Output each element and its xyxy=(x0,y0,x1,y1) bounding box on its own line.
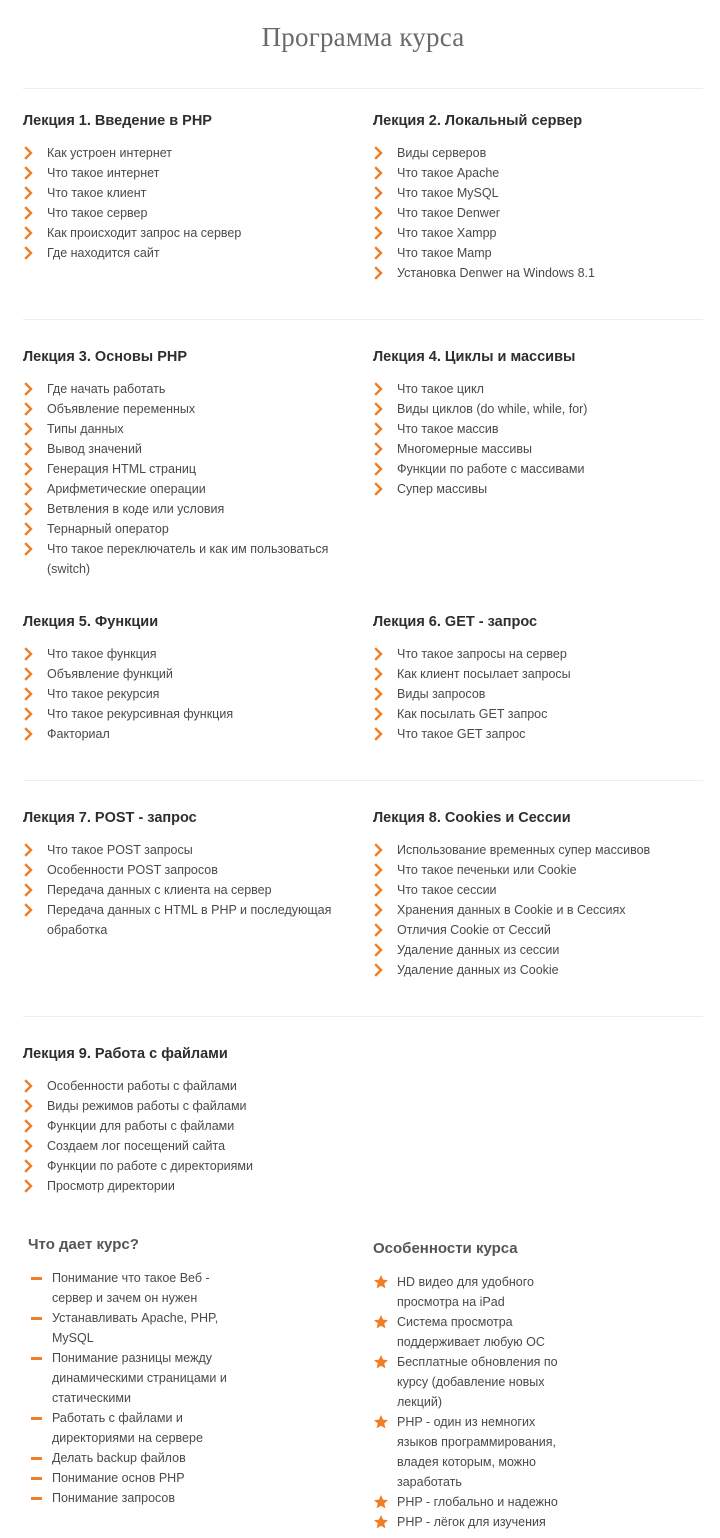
topic-item xyxy=(373,143,693,163)
topic-label: Создаем лог посещений сайта xyxy=(47,1139,226,1153)
chevron-right-icon xyxy=(24,667,34,681)
chevron-right-icon xyxy=(374,482,384,496)
benefit-label: Понимание что такое Веб - сервер и зачем он нужен xyxy=(52,1271,210,1305)
chevron-right-icon xyxy=(24,402,34,416)
topic-item xyxy=(373,439,693,459)
topic-item xyxy=(23,880,343,900)
chevron-right-icon xyxy=(24,687,34,701)
dash-icon xyxy=(31,1357,42,1360)
topic-label: Особенности POST запросов xyxy=(47,863,218,877)
feature-item xyxy=(373,1512,573,1532)
chevron-right-icon xyxy=(24,1119,34,1133)
topic-item xyxy=(23,459,343,479)
topic-item xyxy=(23,1116,343,1136)
lecture-title: Лекция 4. Циклы и массивы xyxy=(373,349,576,365)
chevron-right-icon xyxy=(24,442,34,456)
chevron-right-icon xyxy=(374,943,384,957)
topic-item xyxy=(23,479,343,499)
lecture-9 xyxy=(23,1044,353,1193)
lecture-7 xyxy=(23,808,353,937)
divider xyxy=(23,319,703,320)
topic-label: Тернарный оператор xyxy=(47,522,169,536)
topic-item xyxy=(373,704,693,724)
benefits-list xyxy=(28,1268,228,1508)
lecture-title: Лекция 3. Основы PHP xyxy=(23,349,188,365)
topic-label: Что такое Mamp xyxy=(397,246,492,260)
dash-icon xyxy=(31,1477,42,1480)
topic-label: Удаление данных из сессии xyxy=(397,943,560,957)
benefit-item xyxy=(28,1348,228,1408)
chevron-right-icon xyxy=(24,502,34,516)
chevron-right-icon xyxy=(374,863,384,877)
features-list xyxy=(373,1272,573,1532)
topic-item xyxy=(23,519,343,539)
lecture-6 xyxy=(373,612,703,741)
topic-item xyxy=(23,1076,343,1096)
chevron-right-icon xyxy=(374,647,384,661)
topic-item xyxy=(23,183,343,203)
topic-label: Где находится сайт xyxy=(47,246,160,260)
feature-label: Система просмотра поддерживает любую ОС xyxy=(397,1315,545,1349)
lecture-5 xyxy=(23,612,353,741)
benefit-item xyxy=(28,1468,228,1488)
chevron-right-icon xyxy=(24,883,34,897)
chevron-right-icon xyxy=(24,1099,34,1113)
feature-label: PHP - один из немногих языков программирования, владея которым, можно заработать xyxy=(397,1415,556,1489)
topic-item xyxy=(23,1156,343,1176)
topic-item xyxy=(373,644,693,664)
benefit-item xyxy=(28,1448,228,1468)
topic-label: Что такое сервер xyxy=(47,206,148,220)
topic-item xyxy=(373,860,693,880)
topic-label: Функции по работе с массивами xyxy=(397,462,585,476)
topic-label: Передача данных с клиента на сервер xyxy=(47,883,272,897)
topic-list xyxy=(373,143,693,283)
chevron-right-icon xyxy=(24,1079,34,1093)
benefit-label: Понимание разницы между динамическими страницами и статическими xyxy=(52,1351,227,1405)
chevron-right-icon xyxy=(374,667,384,681)
divider xyxy=(23,1016,703,1017)
chevron-right-icon xyxy=(24,166,34,180)
topic-label: Установка Denwer на Windows 8.1 xyxy=(397,266,595,280)
topic-label: Что такое сессии xyxy=(397,883,497,897)
feature-item xyxy=(373,1492,573,1512)
topic-item xyxy=(373,960,693,980)
benefit-item xyxy=(28,1488,228,1508)
topic-list xyxy=(23,1076,343,1196)
topic-item xyxy=(23,419,343,439)
lecture-title: Лекция 1. Введение в PHP xyxy=(23,113,212,129)
topic-label: Где начать работать xyxy=(47,382,166,396)
topic-label: Как происходит запрос на сервер xyxy=(47,226,242,240)
topic-item xyxy=(23,243,343,263)
chevron-right-icon xyxy=(374,883,384,897)
benefit-label: Устанавливать Apache, PHP, MySQL xyxy=(52,1311,219,1345)
topic-list xyxy=(23,379,343,579)
topic-label: Удаление данных из Cookie xyxy=(397,963,559,977)
lecture-1 xyxy=(23,111,353,260)
topic-item xyxy=(23,379,343,399)
topic-item xyxy=(23,860,343,880)
topic-item xyxy=(23,399,343,419)
chevron-right-icon xyxy=(24,1179,34,1193)
benefit-item xyxy=(28,1268,228,1308)
topic-item xyxy=(373,724,693,744)
topic-item xyxy=(373,459,693,479)
topic-label: Виды серверов xyxy=(397,146,487,160)
chevron-right-icon xyxy=(374,442,384,456)
chevron-right-icon xyxy=(24,863,34,877)
topic-label: Как клиент посылает запросы xyxy=(397,667,571,681)
lecture-title: Лекция 8. Cookies и Сессии xyxy=(373,810,571,826)
topic-item xyxy=(373,163,693,183)
benefit-label: Делать backup файлов xyxy=(52,1451,186,1465)
topic-item xyxy=(23,203,343,223)
chevron-right-icon xyxy=(24,843,34,857)
features-title: Особенности курса xyxy=(373,1240,518,1257)
topic-label: Что такое MySQL xyxy=(397,186,499,200)
chevron-right-icon xyxy=(24,482,34,496)
feature-item xyxy=(373,1412,573,1492)
feature-label: Бесплатные обновления по курсу (добавление новых лекций) xyxy=(397,1355,558,1409)
chevron-right-icon xyxy=(24,462,34,476)
topic-item xyxy=(373,419,693,439)
topic-item xyxy=(373,940,693,960)
topic-label: Типы данных xyxy=(47,422,124,436)
lecture-title: Лекция 7. POST - запрос xyxy=(23,810,197,826)
topic-item xyxy=(373,263,693,283)
topic-label: Многомерные массивы xyxy=(397,442,532,456)
chevron-right-icon xyxy=(374,903,384,917)
dash-icon xyxy=(31,1277,42,1280)
chevron-right-icon xyxy=(24,206,34,220)
chevron-right-icon xyxy=(24,647,34,661)
benefit-item xyxy=(28,1308,228,1348)
topic-label: Что такое цикл xyxy=(397,382,484,396)
chevron-right-icon xyxy=(374,707,384,721)
topic-label: Что такое Denwer xyxy=(397,206,500,220)
divider xyxy=(23,88,703,89)
dash-icon xyxy=(31,1317,42,1320)
chevron-right-icon xyxy=(374,687,384,701)
feature-item xyxy=(373,1312,573,1352)
topic-label: Хранения данных в Cookie и в Сессиях xyxy=(397,903,626,917)
topic-item xyxy=(373,840,693,860)
chevron-right-icon xyxy=(374,206,384,220)
topic-label: Что такое массив xyxy=(397,422,499,436)
chevron-right-icon xyxy=(374,226,384,240)
lecture-title: Лекция 9. Работа с файлами xyxy=(23,1046,228,1062)
topic-label: Что такое POST запросы xyxy=(47,843,193,857)
chevron-right-icon xyxy=(374,146,384,160)
topic-item xyxy=(23,644,343,664)
topic-label: Что такое рекурсивная функция xyxy=(47,707,234,721)
benefit-label: Понимание запросов xyxy=(52,1491,176,1505)
topic-item xyxy=(23,840,343,860)
topic-item xyxy=(23,163,343,183)
topic-item xyxy=(23,1096,343,1116)
chevron-right-icon xyxy=(374,246,384,260)
chevron-right-icon xyxy=(24,246,34,260)
topic-item xyxy=(373,920,693,940)
topic-item xyxy=(373,684,693,704)
topic-item xyxy=(23,724,343,744)
topic-item xyxy=(373,243,693,263)
topic-label: Что такое переключатель и как им пользоваться (switch) xyxy=(47,542,329,576)
chevron-right-icon xyxy=(24,1139,34,1153)
topic-label: Объявление переменных xyxy=(47,402,196,416)
topic-item xyxy=(23,684,343,704)
chevron-right-icon xyxy=(374,422,384,436)
chevron-right-icon xyxy=(374,963,384,977)
topic-label: Что такое GET запрос xyxy=(397,727,526,741)
topic-item xyxy=(373,183,693,203)
topic-label: Отличия Cookie от Сессий xyxy=(397,923,551,937)
topic-label: Виды запросов xyxy=(397,687,486,701)
chevron-right-icon xyxy=(374,166,384,180)
chevron-right-icon xyxy=(24,186,34,200)
chevron-right-icon xyxy=(24,382,34,396)
topic-label: Генерация HTML страниц xyxy=(47,462,196,476)
topic-list xyxy=(23,644,343,744)
dash-icon xyxy=(31,1497,42,1500)
topic-item xyxy=(373,900,693,920)
topic-list xyxy=(373,840,693,980)
topic-label: Что такое запросы на сервер xyxy=(397,647,567,661)
chevron-right-icon xyxy=(374,727,384,741)
benefit-item xyxy=(28,1408,228,1448)
chevron-right-icon xyxy=(374,462,384,476)
topic-label: Виды циклов (do while, while, for) xyxy=(397,402,588,416)
star-icon xyxy=(373,1354,389,1370)
topic-list xyxy=(373,379,693,499)
benefit-label: Понимание основ PHP xyxy=(52,1471,185,1485)
topic-label: Что такое Apache xyxy=(397,166,500,180)
page-title: Программа курса xyxy=(261,22,465,52)
topic-item xyxy=(373,880,693,900)
chevron-right-icon xyxy=(374,186,384,200)
benefit-label: Работать с файлами и директориями на сервере xyxy=(52,1411,203,1445)
chevron-right-icon xyxy=(24,146,34,160)
lecture-8 xyxy=(373,808,703,977)
topic-label: Что такое Xampp xyxy=(397,226,497,240)
topic-label: Ветвления в коде или условия xyxy=(47,502,225,516)
topic-label: Как посылать GET запрос xyxy=(397,707,548,721)
topic-label: Функции для работы с файлами xyxy=(47,1119,235,1133)
topic-item xyxy=(23,1136,343,1156)
dash-icon xyxy=(31,1417,42,1420)
topic-label: Что такое рекурсия xyxy=(47,687,160,701)
chevron-right-icon xyxy=(374,382,384,396)
lecture-2 xyxy=(373,111,703,280)
chevron-right-icon xyxy=(374,923,384,937)
star-icon xyxy=(373,1314,389,1330)
topic-list xyxy=(373,644,693,744)
topic-item xyxy=(373,379,693,399)
topic-item xyxy=(23,143,343,163)
chevron-right-icon xyxy=(24,707,34,721)
feature-label: PHP - лёгок для изучения xyxy=(397,1515,546,1529)
lecture-3 xyxy=(23,347,353,576)
topic-label: Использование временных супер массивов xyxy=(397,843,651,857)
chevron-right-icon xyxy=(24,727,34,741)
topic-label: Функции по работе с директориями xyxy=(47,1159,253,1173)
topic-item xyxy=(373,479,693,499)
topic-item xyxy=(373,203,693,223)
topic-label: Как устроен интернет xyxy=(47,146,173,160)
topic-item xyxy=(373,223,693,243)
topic-item xyxy=(23,664,343,684)
topic-item xyxy=(23,223,343,243)
star-icon xyxy=(373,1514,389,1530)
topic-item xyxy=(23,539,343,579)
benefits-title: Что дает курс? xyxy=(28,1236,139,1253)
star-icon xyxy=(373,1494,389,1510)
topic-label: Что такое печеньки или Cookie xyxy=(397,863,577,877)
chevron-right-icon xyxy=(24,542,34,556)
topic-item xyxy=(373,664,693,684)
topic-label: Вывод значений xyxy=(47,442,142,456)
topic-label: Что такое интернет xyxy=(47,166,160,180)
chevron-right-icon xyxy=(374,843,384,857)
topic-item xyxy=(23,499,343,519)
topic-label: Особенности работы с файлами xyxy=(47,1079,237,1093)
topic-item xyxy=(23,1176,343,1196)
chevron-right-icon xyxy=(24,1159,34,1173)
feature-item xyxy=(373,1272,573,1312)
lecture-title: Лекция 6. GET - запрос xyxy=(373,614,538,630)
feature-item xyxy=(373,1352,573,1412)
divider xyxy=(23,780,703,781)
chevron-right-icon xyxy=(374,402,384,416)
topic-label: Что такое клиент xyxy=(47,186,147,200)
lecture-4 xyxy=(373,347,703,496)
topic-item xyxy=(23,704,343,724)
star-icon xyxy=(373,1414,389,1430)
topic-item xyxy=(373,399,693,419)
chevron-right-icon xyxy=(24,226,34,240)
topic-label: Что такое функция xyxy=(47,647,157,661)
topic-item xyxy=(23,900,343,940)
topic-label: Просмотр директории xyxy=(47,1179,175,1193)
topic-label: Факториал xyxy=(47,727,110,741)
topic-label: Виды режимов работы с файлами xyxy=(47,1099,247,1113)
topic-label: Супер массивы xyxy=(397,482,488,496)
dash-icon xyxy=(31,1457,42,1460)
chevron-right-icon xyxy=(24,522,34,536)
feature-label: HD видео для удобного просмотра на iPad xyxy=(397,1275,534,1309)
lecture-title: Лекция 5. Функции xyxy=(23,614,159,630)
star-icon xyxy=(373,1274,389,1290)
topic-label: Передача данных с HTML в PHP и последующая обработка xyxy=(47,903,332,937)
topic-list xyxy=(23,143,343,263)
topic-label: Объявление функций xyxy=(47,667,173,681)
lecture-title: Лекция 2. Локальный сервер xyxy=(373,113,583,129)
topic-item xyxy=(23,439,343,459)
topic-label: Арифметические операции xyxy=(47,482,206,496)
feature-label: PHP - глобально и надежно xyxy=(397,1495,558,1509)
chevron-right-icon xyxy=(24,422,34,436)
topic-list xyxy=(23,840,343,940)
chevron-right-icon xyxy=(374,266,384,280)
chevron-right-icon xyxy=(24,903,34,917)
